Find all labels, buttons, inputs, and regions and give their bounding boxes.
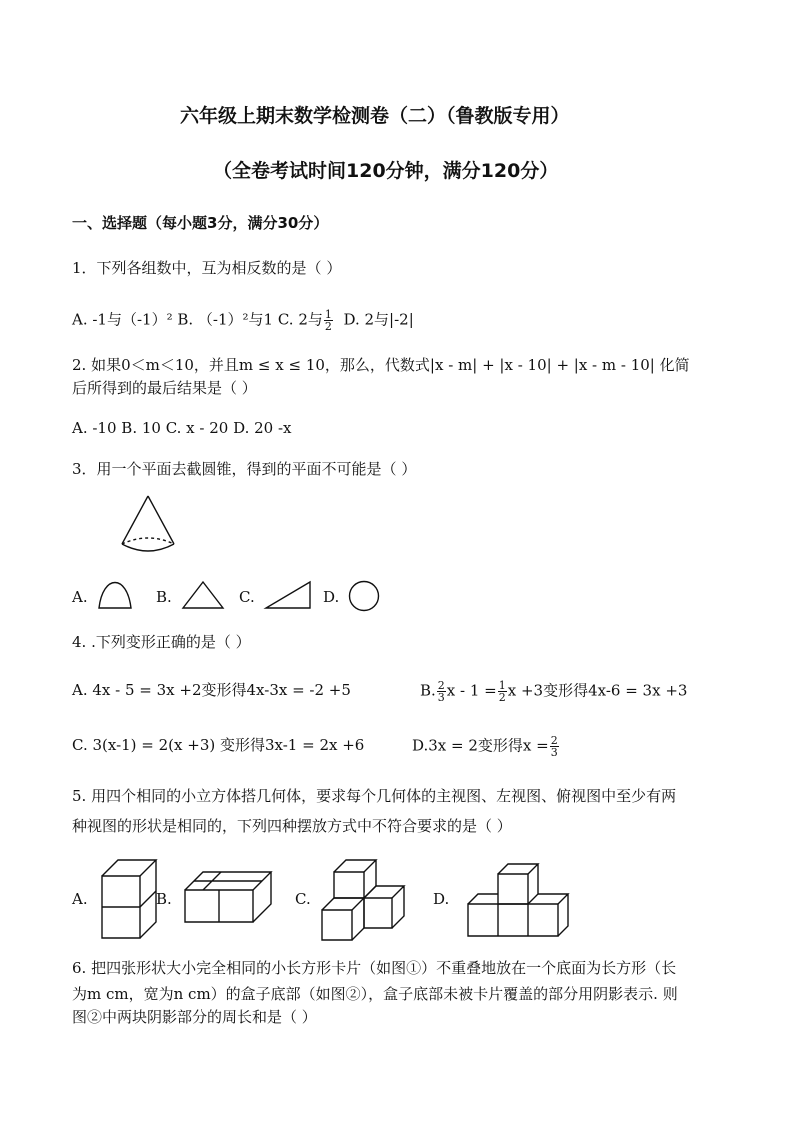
q1-options-ac: A. -1与（-1）² B. （-1）²与1 C. 2与 [72, 310, 323, 329]
q3-stem: 3．用一个平面去截圆锥，得到的平面不可能是（ ） [72, 460, 417, 478]
right-triangle-shape [264, 580, 312, 610]
q4-option-c: C. 3(x-1) = 2(x +3) 变形得3x-1 = 2x +6 [72, 736, 365, 754]
q3-label-b: B. [156, 588, 172, 606]
page-subtitle: （全卷考试时间120分钟，满分120分） [213, 160, 559, 182]
q6-line1: 6. 把四张形状大小完全相同的小长方形卡片（如图①）不重叠地放在一个底面为长方形（长 [72, 959, 677, 977]
q1-frac-den: 2 [324, 320, 332, 333]
q2-options: A. -10 B. 10 C. x - 20 D. 20 -x [72, 419, 292, 437]
q1-option-d: D. 2与|-2| [343, 310, 414, 329]
q4-b-frac1-num: 2 [437, 679, 445, 692]
q5-label-c: C. [295, 890, 311, 908]
q4-b-frac2 [498, 680, 507, 703]
cubes-figure-b [183, 870, 273, 925]
q5-label-d: D. [433, 890, 450, 908]
cone-figure [118, 494, 178, 556]
q5-label-b: B. [156, 890, 172, 908]
cubes-figure-a [100, 858, 158, 940]
q4-b-frac1-den: 3 [437, 691, 445, 704]
q1-fraction [324, 309, 333, 332]
cubes-figure-c [320, 858, 406, 942]
q4-b-frac1 [437, 680, 446, 703]
triangle-shape [181, 580, 225, 610]
q4-option-d [412, 735, 560, 758]
q4-b-mid: x - 1 = [446, 681, 497, 700]
q6-line3: 图②中两块阴影部分的周长和是（ ） [72, 1008, 317, 1026]
q4-option-a: A. 4x - 5 = 3x +2变形得4x-3x = -2 +5 [72, 681, 351, 699]
page-title: 六年级上期末数学检测卷（二）（鲁教版专用） [180, 105, 570, 127]
q4-b-prefix: B. [420, 681, 436, 700]
q2-line1: 2. 如果0＜m＜10，并且m ≤ x ≤ 10，那么，代数式|x - m| + |x - 10| + |x - m - 10| 化简 [72, 356, 690, 374]
q1-frac-num: 1 [324, 308, 332, 321]
q4-d-prefix: D.3x = 2变形得x = [412, 736, 549, 755]
q5-label-a: A. [72, 890, 88, 908]
q4-stem: 4. .下列变形正确的是（ ） [72, 633, 251, 651]
q4-b-frac2-den: 2 [498, 691, 506, 704]
q3-label-c: C. [239, 588, 255, 606]
section-heading: 一、选择题（每小题3分，满分30分） [72, 214, 329, 232]
cubes-figure-d [466, 860, 572, 940]
q4-d-frac-num: 2 [550, 734, 558, 747]
q2-line2: 后所得到的最后结果是（ ） [72, 379, 257, 397]
q3-label-d: D. [323, 588, 340, 606]
q4-option-b [420, 680, 687, 703]
q1-stem: 1．下列各组数中，互为相反数的是（ ） [72, 259, 342, 277]
circle-shape [347, 580, 381, 612]
q5-line1: 5. 用四个相同的小立方体搭几何体，要求每个几何体的主视图、左视图、俯视图中至少有两 [72, 787, 677, 805]
q1-options [72, 309, 414, 332]
q4-b-suffix: x +3变形得4x-6 = 3x +3 [507, 681, 688, 700]
q5-line2: 种视图的形状是相同的，下列四种摆放方式中不符合要求的是（ ） [72, 817, 512, 835]
q4-d-frac [550, 735, 559, 758]
parabola-shape [97, 580, 133, 610]
q4-b-frac2-num: 1 [498, 679, 506, 692]
q4-d-frac-den: 3 [550, 746, 558, 759]
q3-label-a: A. [72, 588, 88, 606]
q6-line2: 为m cm，宽为n cm）的盒子底部（如图②），盒子底部未被卡片覆盖的部分用阴影表示. 则 [72, 985, 678, 1003]
